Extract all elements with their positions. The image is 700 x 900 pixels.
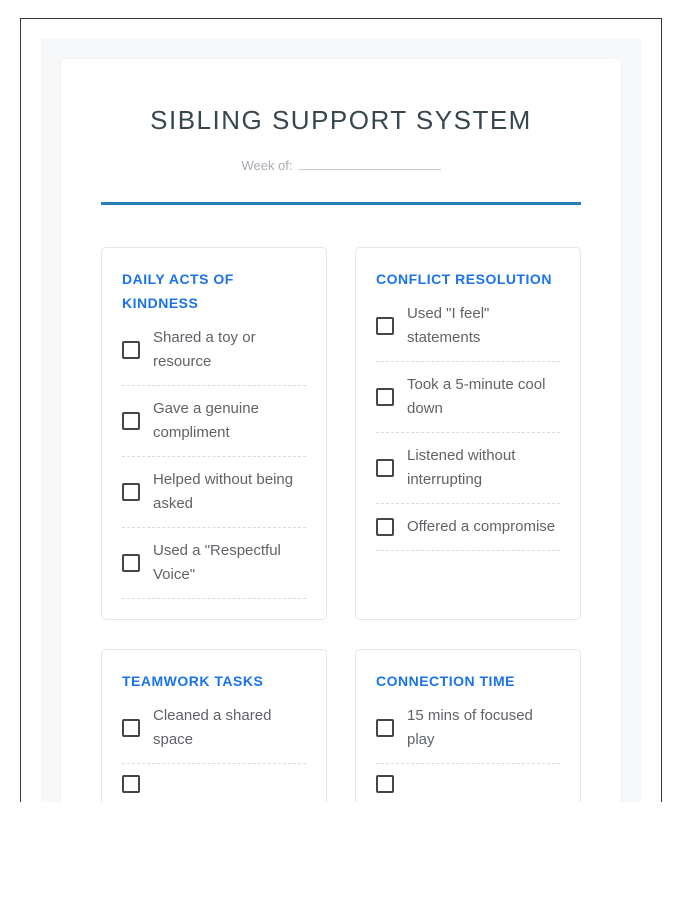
checkbox-icon[interactable] bbox=[122, 719, 140, 737]
checkbox-icon[interactable] bbox=[376, 518, 394, 536]
sections-grid bbox=[101, 247, 581, 802]
section-card-connection-time bbox=[355, 649, 581, 802]
section-title: TEAMWORK TASKS bbox=[122, 673, 264, 689]
checkbox-icon[interactable] bbox=[376, 388, 394, 406]
week-of-row bbox=[101, 157, 581, 174]
checklist-item bbox=[376, 693, 560, 764]
section-card-daily-acts-of-kindness bbox=[101, 247, 327, 620]
checklist-item bbox=[376, 291, 560, 362]
page-background bbox=[41, 39, 641, 802]
checkbox-icon[interactable] bbox=[376, 459, 394, 477]
checkbox-icon[interactable] bbox=[376, 775, 394, 793]
week-of-label: Week of: bbox=[241, 158, 293, 173]
checkbox-icon[interactable] bbox=[122, 554, 140, 572]
checkbox-icon[interactable] bbox=[122, 483, 140, 501]
checklist-item bbox=[122, 528, 306, 599]
page-title: SIBLING SUPPORT SYSTEM bbox=[150, 105, 532, 135]
checklist-item-label: 15 mins of focused play bbox=[407, 707, 533, 748]
checklist-item-label: Gave a genuine compliment bbox=[153, 400, 259, 441]
checklist-item bbox=[122, 315, 306, 386]
checklist-item-label: Cleaned a shared space bbox=[153, 707, 272, 748]
worksheet bbox=[61, 59, 621, 802]
week-of-blank-line[interactable] bbox=[299, 157, 441, 170]
checkbox-icon[interactable] bbox=[122, 412, 140, 430]
checklist-item-label: Helped without being asked bbox=[153, 471, 294, 512]
section-title: DAILY ACTS OF KINDNESS bbox=[122, 271, 234, 311]
section-card-conflict-resolution bbox=[355, 247, 581, 620]
checklist-item-label: Used "I feel" statements bbox=[407, 305, 490, 346]
checklist-item-label: Listened without interrupting bbox=[407, 447, 516, 488]
checklist-item bbox=[122, 457, 306, 528]
checkbox-icon[interactable] bbox=[122, 775, 140, 793]
checklist-item-label: Used a "Respectful Voice" bbox=[153, 542, 281, 583]
checklist-item bbox=[122, 386, 306, 457]
checklist-item-label: Shared a toy or resource bbox=[153, 329, 256, 370]
checkbox-icon[interactable] bbox=[376, 317, 394, 335]
checklist-item bbox=[122, 764, 306, 802]
checklist-item bbox=[376, 764, 560, 802]
section-card-teamwork-tasks bbox=[101, 649, 327, 802]
section-title: CONFLICT RESOLUTION bbox=[376, 271, 552, 287]
checklist-item bbox=[122, 693, 306, 764]
checkbox-icon[interactable] bbox=[376, 719, 394, 737]
checkbox-icon[interactable] bbox=[122, 341, 140, 359]
section-title: CONNECTION TIME bbox=[376, 673, 515, 689]
checklist-item-label: Took a 5-minute cool down bbox=[407, 376, 546, 417]
checklist-item bbox=[376, 362, 560, 433]
header-divider bbox=[101, 202, 581, 205]
page-frame bbox=[20, 18, 662, 802]
checklist-item bbox=[376, 433, 560, 504]
checklist-item-label: Offered a compromise bbox=[407, 518, 556, 535]
checklist-item bbox=[376, 504, 560, 551]
